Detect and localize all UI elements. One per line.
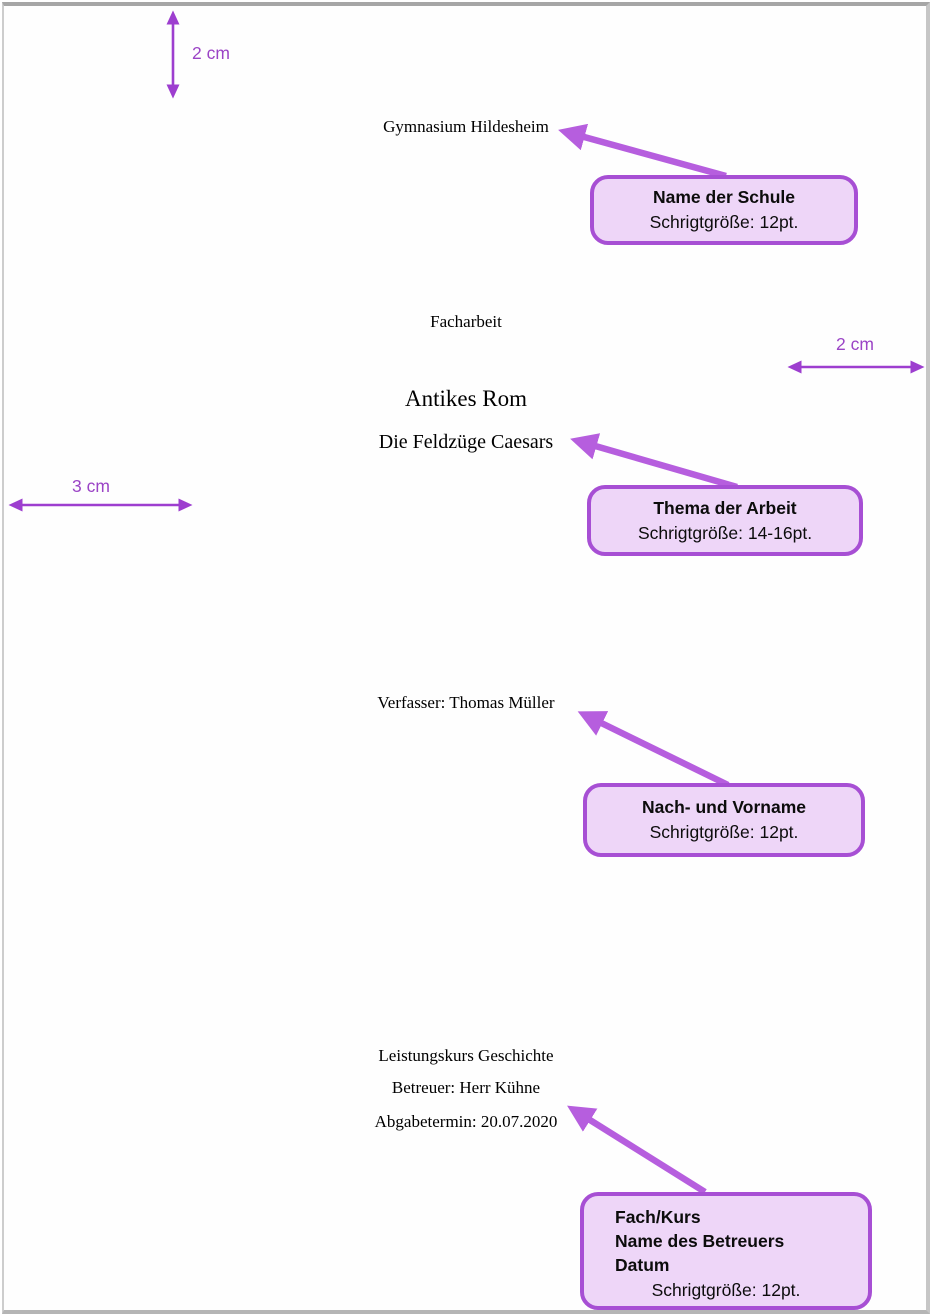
author-text: Verfasser: Thomas Müller bbox=[377, 693, 555, 712]
school-name-text: Gymnasium Hildesheim bbox=[383, 117, 549, 136]
callout-author-fontsize: Schrigtgröße: 12pt. bbox=[649, 822, 799, 842]
callout-author-name bbox=[583, 783, 865, 857]
callout-topic bbox=[587, 485, 863, 556]
top-margin-label: 2 cm bbox=[192, 43, 230, 63]
course-text: Leistungskurs Geschichte bbox=[378, 1046, 554, 1065]
callout-course-lines bbox=[584, 1205, 868, 1277]
callout-course-fontsize: Schrigtgröße: 12pt. bbox=[651, 1280, 801, 1300]
callout-author-title: Nach- und Vorname bbox=[641, 797, 806, 817]
callout-school-name bbox=[590, 175, 858, 245]
callout-course-line-date: Datum bbox=[615, 1255, 670, 1275]
left-margin-label: 3 cm bbox=[72, 476, 110, 496]
callout-school-fontsize: Schrigtgröße: 12pt. bbox=[649, 212, 799, 232]
document-type-text: Facharbeit bbox=[430, 312, 502, 331]
callout-course-line-supervisor: Name des Betreuers bbox=[615, 1231, 785, 1251]
right-margin-label: 2 cm bbox=[836, 334, 874, 354]
callout-course-line-subject: Fach/Kurs bbox=[615, 1207, 701, 1227]
supervisor-text: Betreuer: Herr Kühne bbox=[391, 1078, 541, 1097]
callout-topic-title: Thema der Arbeit bbox=[653, 497, 797, 518]
callout-topic-fontsize: Schrigtgröße: 14-16pt. bbox=[637, 522, 813, 543]
deadline-text: Abgabetermin: 20.07.2020 bbox=[374, 1112, 558, 1131]
work-title-text: Antikes Rom bbox=[404, 386, 528, 411]
callout-school-title: Name der Schule bbox=[653, 187, 795, 207]
work-subtitle-text: Die Feldzüge Caesars bbox=[378, 431, 554, 453]
callout-course-info bbox=[580, 1192, 872, 1310]
